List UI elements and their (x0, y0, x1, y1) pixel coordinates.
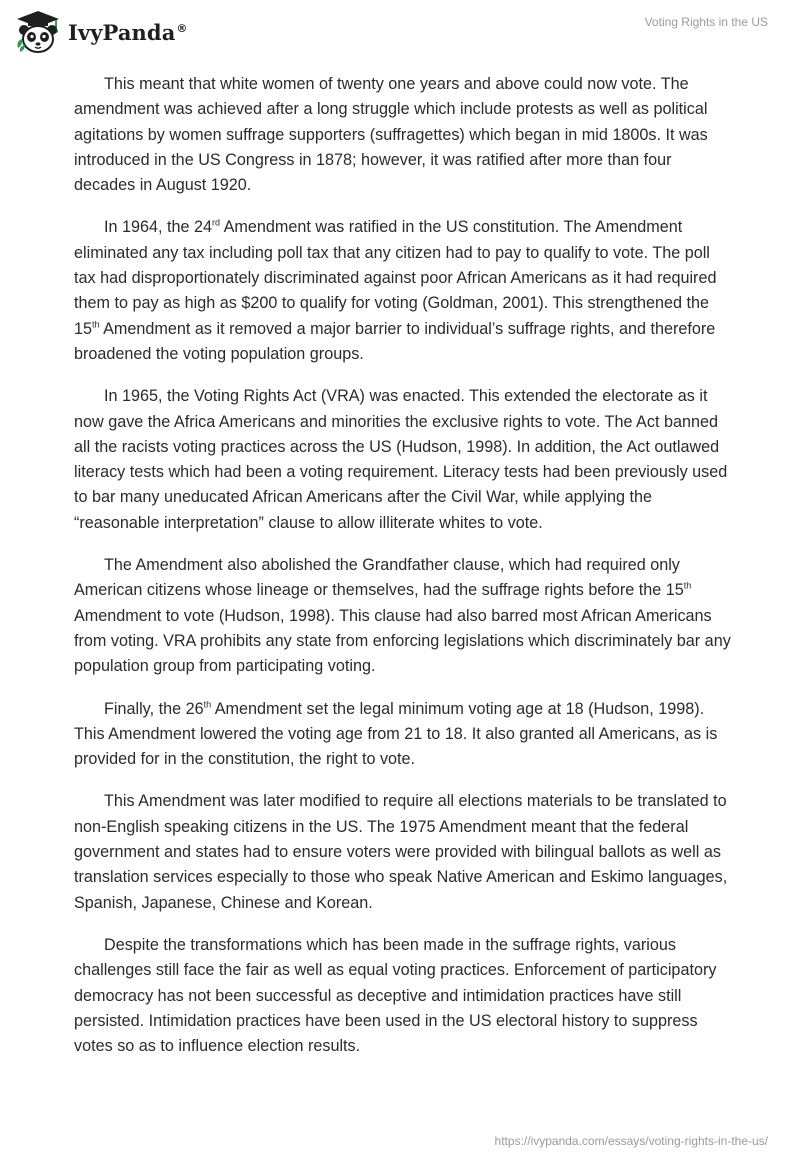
paragraph-7: Despite the transformations which has been made in the suffrage rights, various challenges still face the fair as well as equal voting practices. Enforcement of participatory democracy has not been successful as deceptive and intimidation practices have still persisted. Intimidation practices have been used in the US electoral history to suppress votes so as to influence election results. (74, 935, 717, 1056)
ordinal-suffix: th (683, 580, 692, 591)
registered-mark: ® (176, 21, 188, 35)
paragraph-5 (74, 697, 734, 773)
brand-label: IvyPanda (68, 19, 176, 45)
brand-name (68, 20, 188, 45)
paragraph-4-part-a: The Amendment also abolished the Grandfather clause, which had required only American citizens whose lineage or themselves, had the suffrage rights before the 15 (74, 556, 684, 600)
paragraph-2-part-c: Amendment as it removed a major barrier to individual’s suffrage rights, and therefore broadened the voting population groups. (74, 319, 716, 363)
ordinal-suffix: th (203, 699, 212, 710)
paragraph-2-part-b: Amendment was ratified in the US constitution. The Amendment eliminated any tax including poll tax that any citizen had to pay to qualify to vote. The poll tax had disproportionately discriminated against poor African Americans as it had required them to pay as high as $200 to qualify for voting (Goldman, 2001). This strengthened the 15 (74, 218, 717, 338)
paragraph-4 (74, 553, 734, 679)
paragraph-5-part-a: Finally, the 26 (104, 699, 204, 718)
page-header (0, 0, 800, 70)
ivypanda-logo[interactable] (14, 8, 188, 56)
panda-graduation-cap-icon (14, 8, 62, 56)
paragraph-2-part-a: In 1964, the 24 (104, 218, 213, 237)
paragraph-4-part-b: Amendment to vote (Hudson, 1998). This clause had also barred most African Americans from voting. VRA prohibits any state from enforcing legislations which discriminately bar any population group from participating voting. (74, 606, 731, 676)
paragraph-2 (74, 215, 734, 367)
document-title: Voting Rights in the US (644, 15, 768, 29)
paragraph-3: In 1965, the Voting Rights Act (VRA) was enacted. This extended the electorate as it now gave the Africa Americans and minorities the exclusive rights to vote. The Act banned all the racists voting practices across the US (Hudson, 1998). In addition, the Act outlawed literacy tests which had been a voting requirement. Literacy tests had been previously used to bar many uneducated African Americans after the Civil War, while applying the “reasonable interpretation” clause to allow illiterate whites to vote. (74, 387, 728, 532)
essay-body (74, 72, 734, 1076)
paragraph-5-part-b: Amendment set the legal minimum voting age at 18 (Hudson, 1998). This Amendment lowered the voting age from 21 to 18. It also granted all Americans, as is provided for in the constitution, the right to vote. (74, 699, 718, 769)
paragraph-1: This meant that white women of twenty one years and above could now vote. The amendment was achieved after a long struggle which include protests as well as political agitations by women suffrage supporters (suffragettes) which began in mid 1800s. It was introduced in the US Congress in 1878; however, it was ratified after more than four decades in August 1920. (74, 75, 708, 195)
source-url[interactable]: https://ivypanda.com/essays/voting-rights-in-the-us/ (494, 1134, 768, 1148)
ordinal-suffix: th (92, 319, 100, 330)
paragraph-6: This Amendment was later modified to require all elections materials to be translated to non-English speaking citizens in the US. The 1975 Amendment meant that the federal government and states had to ensure voters were provided with bilingual ballots as well as translation services especially to those who speak Native American and Eskimo languages, Spanish, Japanese, Chinese and Korean. (74, 792, 728, 912)
ordinal-suffix: rd (212, 218, 221, 229)
